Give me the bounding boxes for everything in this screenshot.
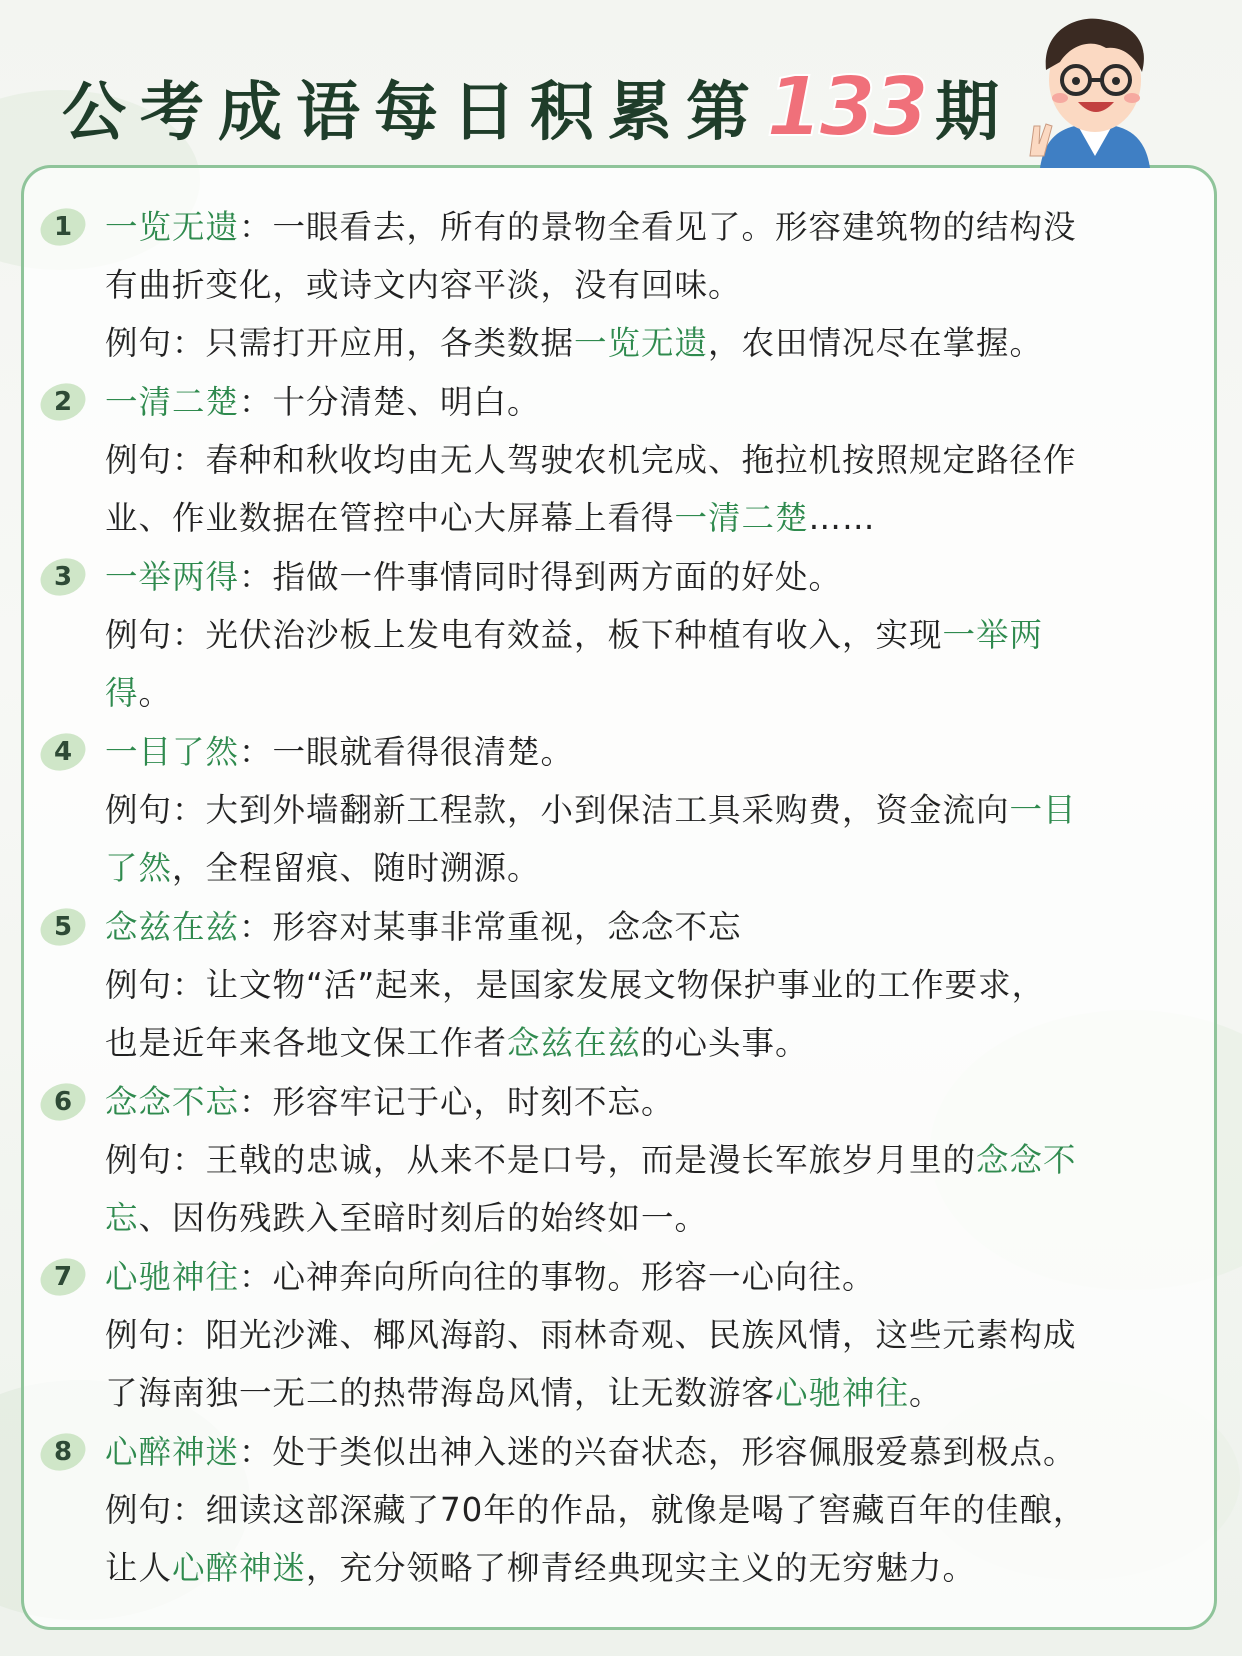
definition-line: 心驰神往：心神奔向所向往的事物。形容一心向往。 <box>105 1258 876 1296</box>
definition-line: 有曲折变化，或诗文内容平淡，没有回味。 <box>105 266 742 304</box>
example-line: 了然，全程留痕、随时溯源。 <box>105 849 541 887</box>
example-idiom: 心驰神往 <box>775 1374 910 1412</box>
example-line: 例句：让文物“活”起来，是国家发展文物保护事业的工作要求， <box>105 966 1046 1004</box>
example-line: 例句：春种和秋收均由无人驾驶农机完成、拖拉机按照规定路径作 <box>105 441 1077 479</box>
item-number-badge: 7 <box>38 1252 88 1302</box>
example-line: 例句：光伏治沙板上发电有效益，板下种植有收入，实现一举两 <box>105 616 1044 654</box>
item-number-badge: 2 <box>38 377 88 427</box>
example-line: 也是近年来各地文保工作者念兹在兹的心头事。 <box>105 1024 809 1062</box>
title-suffix: 期 <box>935 75 1014 150</box>
idiom-term: 念念不忘 <box>105 1083 240 1121</box>
issue-number: 133 <box>766 59 926 155</box>
example-idiom: 一清二楚 <box>674 499 809 537</box>
example-idiom: 一目 <box>1009 791 1077 829</box>
idiom-term: 一举两得 <box>105 558 240 596</box>
title-main: 公考成语每日积累第 <box>62 75 764 150</box>
example-idiom: 一览无遗 <box>574 324 709 362</box>
idiom-term: 一目了然 <box>105 733 240 771</box>
example-line: 例句：只需打开应用，各类数据一览无遗，农田情况尽在掌握。 <box>105 324 1044 362</box>
idiom-term: 一览无遗 <box>105 208 240 246</box>
example-line: 忘、因伤残跌入至暗时刻后的始终如一。 <box>105 1199 709 1237</box>
definition-line: 念兹在兹：形容对某事非常重视，念念不忘 <box>105 908 742 946</box>
idiom-term: 心驰神往 <box>105 1258 240 1296</box>
item-number-badge: 5 <box>38 902 88 952</box>
example-idiom: 了然 <box>105 849 173 887</box>
example-idiom: 念兹在兹 <box>507 1024 642 1062</box>
example-line: 例句：细读这部深藏了70年的作品，就像是喝了窖藏百年的佳酿， <box>105 1491 1087 1529</box>
example-line: 例句：大到外墙翻新工程款，小到保洁工具采购费，资金流向一目 <box>105 791 1077 829</box>
example-line: 例句：阳光沙滩、椰风海韵、雨林奇观、民族风情，这些元素构成 <box>105 1316 1077 1354</box>
item-number-badge: 6 <box>38 1077 88 1127</box>
item-number-badge: 3 <box>38 552 88 602</box>
idiom-term: 心醉神迷 <box>105 1433 240 1471</box>
definition-line: 心醉神迷：处于类似出神入迷的兴奋状态，形容佩服爱慕到极点。 <box>105 1433 1077 1471</box>
example-line: 例句：王戟的忠诚，从来不是口号，而是漫长军旅岁月里的念念不 <box>105 1141 1077 1179</box>
example-idiom: 一举两 <box>942 616 1044 654</box>
example-line: 得。 <box>105 674 173 712</box>
definition-line: 念念不忘：形容牢记于心，时刻不忘。 <box>105 1083 675 1121</box>
example-line: 业、作业数据在管控中心大屏幕上看得一清二楚…… <box>105 499 876 537</box>
definition-line: 一清二楚：十分清楚、明白。 <box>105 383 541 421</box>
item-number-badge: 8 <box>38 1427 88 1477</box>
definition-line: 一览无遗：一眼看去，所有的景物全看见了。形容建筑物的结构没 <box>105 208 1077 246</box>
example-idiom: 忘 <box>105 1199 139 1237</box>
definition-line: 一目了然：一眼就看得很清楚。 <box>105 733 575 771</box>
example-idiom: 心醉神迷 <box>172 1549 307 1587</box>
example-idiom: 得 <box>105 674 139 712</box>
example-line: 了海南独一无二的热带海岛风情，让无数游客心驰神往。 <box>105 1374 943 1412</box>
item-number-badge: 4 <box>38 727 88 777</box>
example-idiom: 念念不 <box>976 1141 1077 1179</box>
definition-line: 一举两得：指做一件事情同时得到两方面的好处。 <box>105 558 843 596</box>
idiom-term: 一清二楚 <box>105 383 240 421</box>
idiom-term: 念兹在兹 <box>105 908 240 946</box>
example-line: 让人心醉神迷，充分领略了柳青经典现实主义的无穷魅力。 <box>105 1549 977 1587</box>
item-number-badge: 1 <box>38 202 88 252</box>
